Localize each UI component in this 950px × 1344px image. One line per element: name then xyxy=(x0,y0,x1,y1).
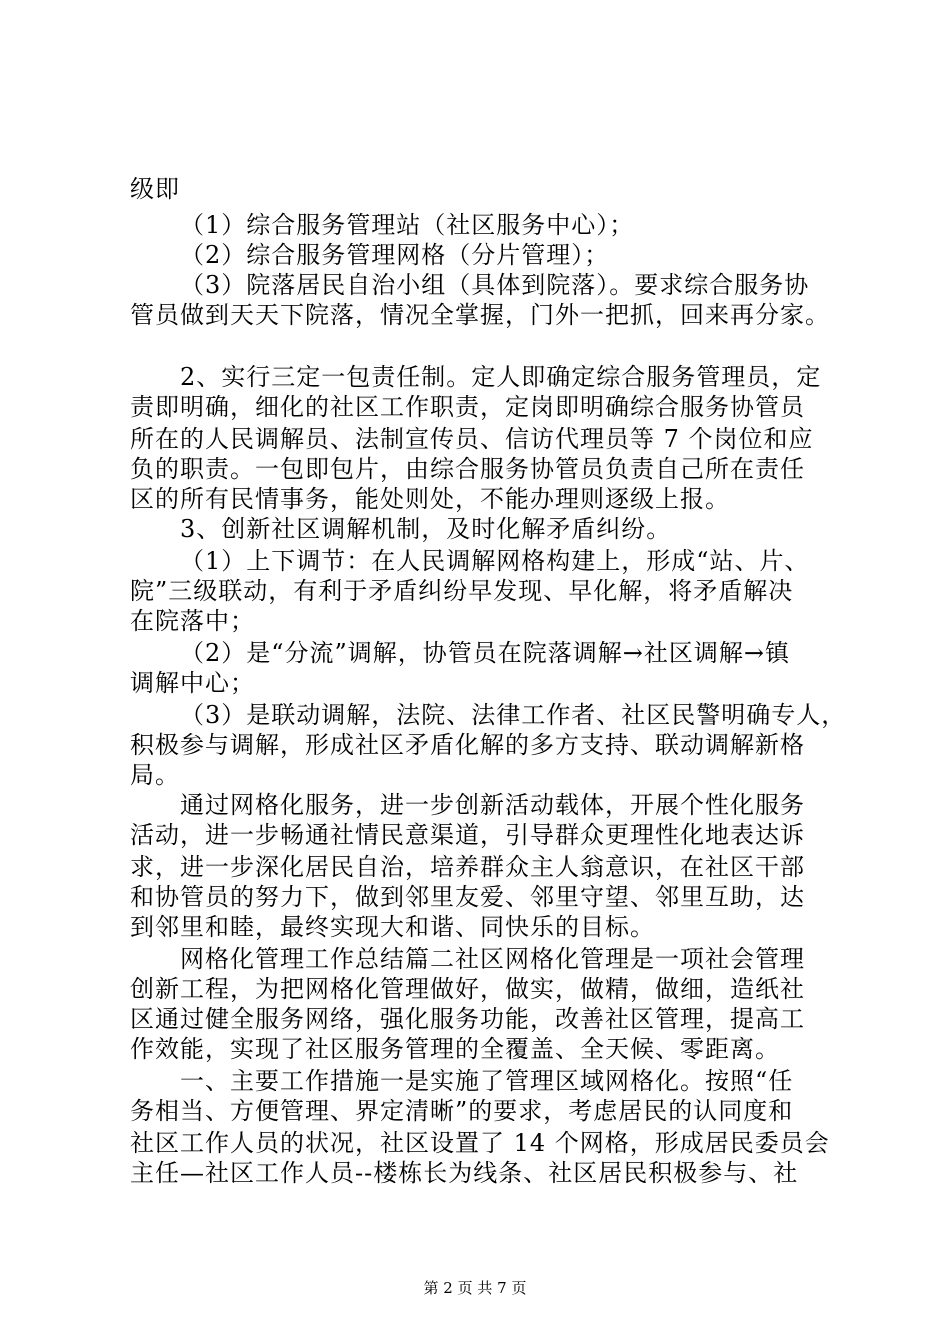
text-line: 局。 xyxy=(130,761,180,789)
text-line: 责即明确，细化的社区工作职责，定岗即明确综合服务协管员 xyxy=(130,393,805,421)
text-line: 到邻里和睦，最终实现大和谐、同快乐的目标。 xyxy=(130,913,655,941)
text-line: 活动，进一步畅通社情民意渠道，引导群众更理性化地表达诉 xyxy=(130,821,805,849)
text-line: 务相当、方便管理、界定清晰”的要求，考虑居民的认同度和 xyxy=(130,1097,794,1125)
text-line: 和协管员的努力下，做到邻里友爱、邻里守望、邻里互助，达 xyxy=(130,883,805,911)
text-line: 在院落中； xyxy=(130,607,255,635)
text-line: 创新工程，为把网格化管理做好，做实，做精，做细，造纸社 xyxy=(130,975,805,1003)
text-line: 所在的人民调解员、法制宣传员、信访代理员等 7 个岗位和应 xyxy=(130,425,814,453)
page-number-footer: 第 2 页 共 7 页 xyxy=(423,1279,527,1297)
text-line: （3）院落居民自治小组（具体到院落）。要求综合服务协 xyxy=(180,271,810,299)
text-line: 一、主要工作措施一是实施了管理区域网格化。按照“任 xyxy=(180,1067,794,1095)
text-line: 级即 xyxy=(130,175,180,203)
text-line: （1）上下调节：在人民调解网格构建上，形成“站、片、 xyxy=(180,547,810,575)
text-line: （2）综合服务管理网格（分片管理）； xyxy=(180,241,610,269)
text-line: （3）是联动调解，法院、法律工作者、社区民警明确专人， xyxy=(180,701,847,729)
text-line: 作效能，实现了社区服务管理的全覆盖、全天候、零距离。 xyxy=(130,1035,780,1063)
text-line: 院”三级联动，有利于矛盾纠纷早发现、早化解，将矛盾解决 xyxy=(130,577,794,605)
text-line: 求，进一步深化居民自治，培养群众主人翁意识，在社区干部 xyxy=(130,853,805,881)
text-line: 积极参与调解，形成社区矛盾化解的多方支持、联动调解新格 xyxy=(130,731,805,759)
text-line: 网格化管理工作总结篇二社区网格化管理是一项社会管理 xyxy=(180,945,805,973)
text-line: 2、实行三定一包责任制。定人即确定综合服务管理员，定 xyxy=(180,363,822,391)
text-line: 负的职责。一包即包片，由综合服务协管员负责自己所在责任 xyxy=(130,455,805,483)
text-line: 区的所有民情事务，能处则处，不能办理则逐级上报。 xyxy=(130,485,730,513)
text-line: （2）是“分流”调解，协管员在院落调解→社区调解→镇 xyxy=(180,639,791,667)
text-line: 3、创新社区调解机制，及时化解矛盾纠纷。 xyxy=(180,515,672,543)
text-line: 调解中心； xyxy=(130,669,255,697)
text-line: 通过网格化服务，进一步创新活动载体，开展个性化服务 xyxy=(180,791,805,819)
text-line: 管员做到天天下院落，情况全掌握，门外一把抓，回来再分家。 xyxy=(130,301,830,329)
text-line: （1）综合服务管理站（社区服务中心）； xyxy=(180,211,635,239)
text-line: 区通过健全服务网络，强化服务功能，改善社区管理，提高工 xyxy=(130,1005,805,1033)
text-line: 主任—社区工作人员--楼栋长为线条、社区居民积极参与、社 xyxy=(130,1159,799,1187)
text-line: 社区工作人员的状况，社区设置了 14 个网格，形成居民委员会 xyxy=(130,1129,830,1157)
